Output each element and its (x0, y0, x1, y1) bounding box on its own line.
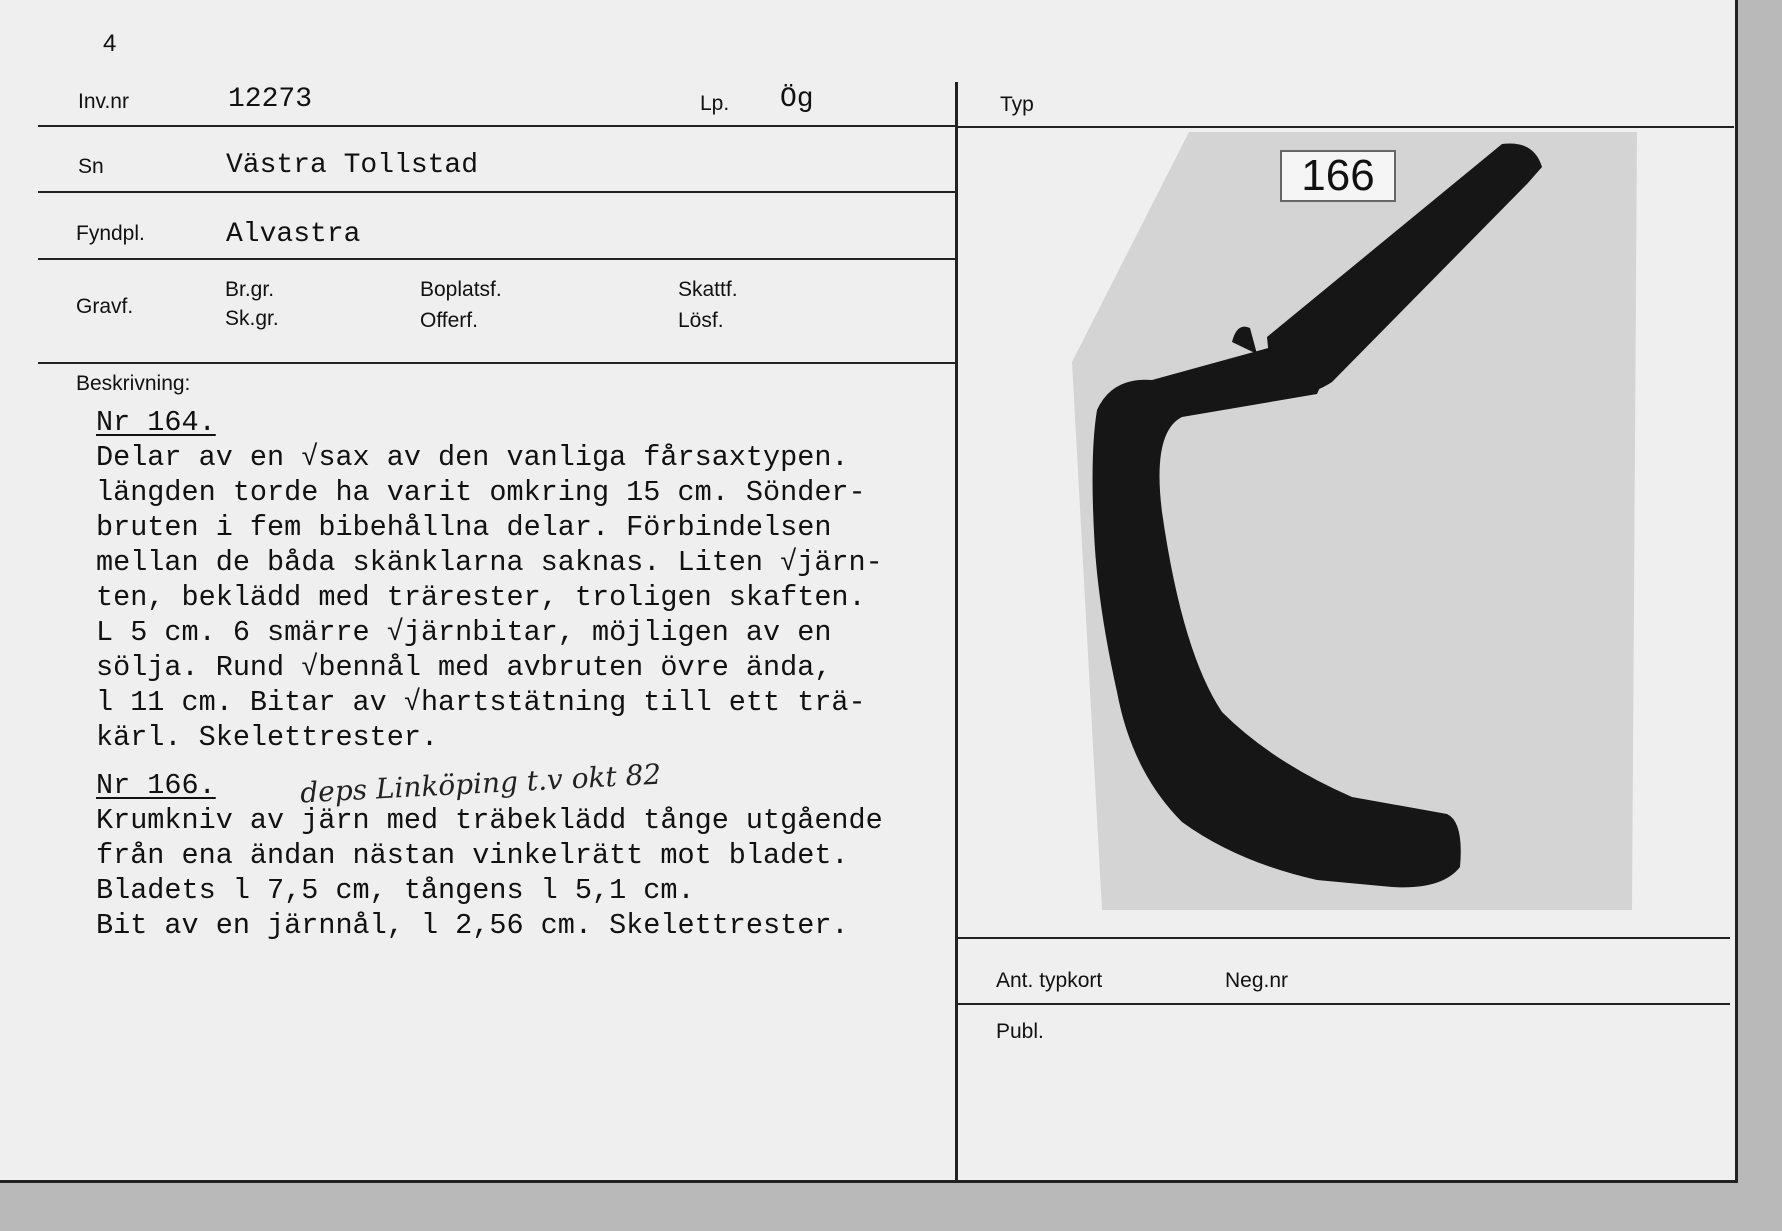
desc-166-line: från ena ändan nästan vinkelrätt mot bladet. (96, 839, 849, 872)
fyndpl-value: Alvastra (226, 219, 361, 250)
losf-label: Lösf. (678, 309, 724, 332)
desc-164-line: bruten i fem bibehållna delar. Förbindelsen (96, 511, 832, 544)
inv-value: 12273 (228, 84, 313, 115)
lp-label: Lp. (700, 92, 730, 115)
sn-label: Sn (78, 155, 104, 178)
publ-label: Publ. (996, 1020, 1044, 1043)
sn-value: Västra Tollstad (226, 150, 479, 181)
fyndpl-label: Fyndpl. (76, 222, 145, 245)
rule-gravf (38, 362, 955, 364)
rule-typ (958, 126, 1734, 128)
desc-166-line: Krumkniv av järn med träbeklädd tånge utgående (96, 804, 883, 837)
rule-inv (38, 125, 955, 127)
brgr-label: Br.gr. (225, 278, 275, 301)
nr-166-heading: Nr 166. (96, 769, 216, 802)
boplatsf-label: Boplatsf. (420, 278, 502, 301)
desc-164-line: ten, beklädd med trärester, troligen skaften. (96, 581, 866, 614)
skattf-label: Skattf. (678, 278, 738, 301)
ant-typkort-label: Ant. typkort (996, 969, 1103, 992)
rule-sn (38, 191, 955, 193)
lp-value: Ög (780, 84, 814, 115)
nr-164-heading: Nr 164. (96, 406, 216, 439)
desc-164-line: sölja. Rund √bennål med avbruten övre ända, (96, 651, 832, 684)
desc-166-line: Bit av en järnnål, l 2,56 cm. Skelettrester. (96, 909, 849, 942)
inv-label: Inv.nr (78, 90, 129, 113)
rule-lower-2 (958, 1003, 1730, 1005)
desc-164-line: mellan de båda skänklarna saknas. Liten √järn- (96, 546, 883, 579)
desc-164-line: l 11 cm. Bitar av √hartstätning till ett trä- (96, 686, 866, 719)
handwritten-note: deps Linköping t.v okt 82 (299, 757, 662, 810)
offerf-label: Offerf. (420, 309, 478, 332)
gravf-label: Gravf. (76, 295, 134, 318)
typ-label: Typ (1000, 93, 1034, 116)
skgr-label: Sk.gr. (225, 307, 279, 330)
object-photo (1072, 132, 1637, 910)
object-number-label: 166 (1280, 150, 1396, 202)
description-text (96, 405, 956, 943)
desc-164-line: L 5 cm. 6 smärre √järnbitar, möjligen av en (96, 616, 832, 649)
desc-164-line: kärl. Skelettrester. (96, 721, 439, 754)
desc-164-line: längden torde ha varit omkring 15 cm. Sönder- (96, 476, 866, 509)
desc-164-line: Delar av en √sax av den vanliga fårsaxtypen. (96, 441, 849, 474)
corner-number: 4 (103, 30, 117, 57)
desc-166-line: Bladets l 7,5 cm, tångens l 5,1 cm. (96, 874, 695, 907)
negnr-label: Neg.nr (1225, 969, 1289, 992)
rule-lower-1 (958, 937, 1730, 939)
beskrivning-label: Beskrivning: (76, 372, 191, 395)
object-photo-drawing (1072, 132, 1637, 910)
rule-fyndpl (38, 258, 955, 260)
